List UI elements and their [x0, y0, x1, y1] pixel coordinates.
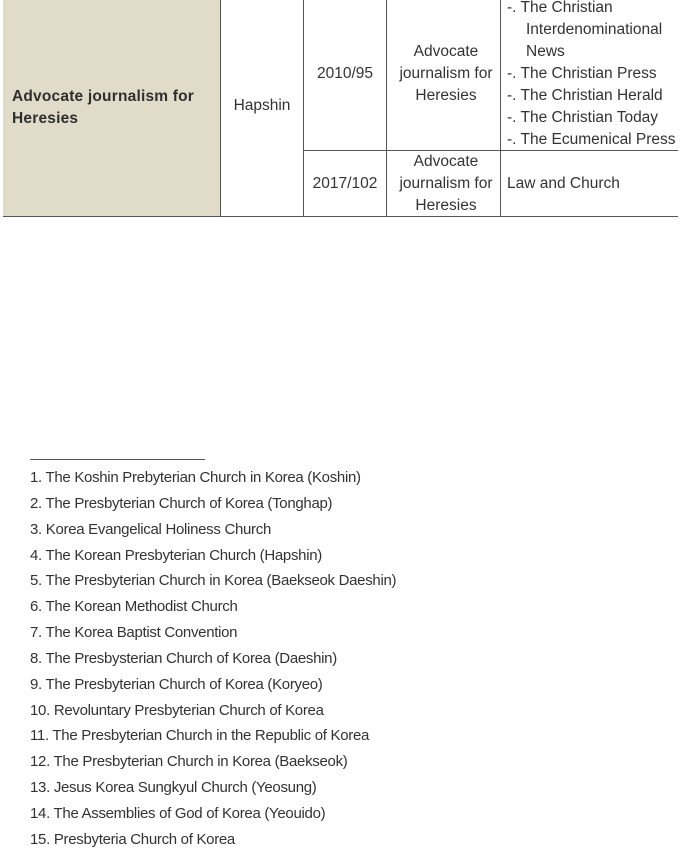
footnote-item: 12. The Presbyterian Church in Korea (Baekseok): [30, 753, 348, 771]
media-line: Interdenominational: [526, 21, 663, 38]
footnote-item: 9. The Presbyterian Church of Korea (Koryeo): [30, 675, 323, 693]
type-cell-row-2: [387, 151, 501, 217]
media-line: -. The Christian Today: [507, 109, 659, 126]
media-line: News: [526, 43, 565, 60]
media-cell-row-2: [501, 151, 678, 217]
footnote-item: 13. Jesus Korea Sungkyul Church (Yeosung): [30, 779, 317, 797]
category-label: Advocate journalism for Heresies: [12, 88, 195, 127]
denomination-label: Hapshin: [233, 97, 291, 114]
type-line: Heresies: [415, 87, 477, 104]
footnote-item: 15. Presbyteria Church of Korea: [30, 830, 235, 848]
category-header-cell: [3, 0, 221, 217]
type-line: journalism for: [399, 175, 493, 192]
year-cell-row-2: [304, 151, 387, 217]
type-line: Heresies: [415, 197, 477, 214]
footnote-item: 8. The Presbysterian Church of Korea (Daeshin): [30, 649, 337, 667]
footnote-item: 4. The Korean Presbyterian Church (Hapshin): [30, 546, 322, 564]
footnote-item: 1. The Koshin Prebyterian Church in Korea (Koshin): [30, 469, 361, 486]
media-line: -. The Christian Herald: [507, 87, 663, 104]
media-cell-row-1: [501, 0, 678, 151]
footnote-item: 2. The Presbyterian Church of Korea (Tonghap): [30, 494, 333, 512]
footnote-item: 6. The Korean Methodist Church: [30, 598, 238, 616]
footnote-item: 5. The Presbyterian Church in Korea (Baekseok Daeshin): [30, 572, 397, 590]
footnote-item: 14. The Assemblies of God of Korea (Yeouido): [30, 804, 326, 822]
year-label: 2010/95: [316, 65, 374, 82]
footnote-list: [30, 465, 396, 853]
footnote-item: 3. Korea Evangelical Holiness Church: [30, 520, 271, 538]
media-line: -. The Christian: [507, 0, 613, 16]
media-line: -. The Ecumenical Press: [507, 131, 676, 148]
denomination-cell: [221, 0, 304, 217]
footnote-item: 11. The Presbyterian Church in the Republic of Korea: [30, 727, 370, 745]
type-cell-row-1: [387, 0, 501, 151]
type-line: Advocate: [413, 43, 479, 60]
year-label: 2017/102: [312, 175, 378, 192]
year-cell-row-1: [304, 0, 387, 151]
type-line: journalism for: [399, 65, 493, 82]
heresy-journalism-table: [0, 0, 678, 217]
media-line: Law and Church: [507, 175, 620, 192]
footnote-item: 10. Revoluntary Presbyterian Church of Korea: [30, 701, 324, 719]
type-line: Advocate: [413, 153, 479, 170]
footnote-divider: [30, 459, 205, 460]
media-line: -. The Christian Press: [507, 65, 657, 82]
footnote-item: 7. The Korea Baptist Convention: [30, 624, 238, 642]
